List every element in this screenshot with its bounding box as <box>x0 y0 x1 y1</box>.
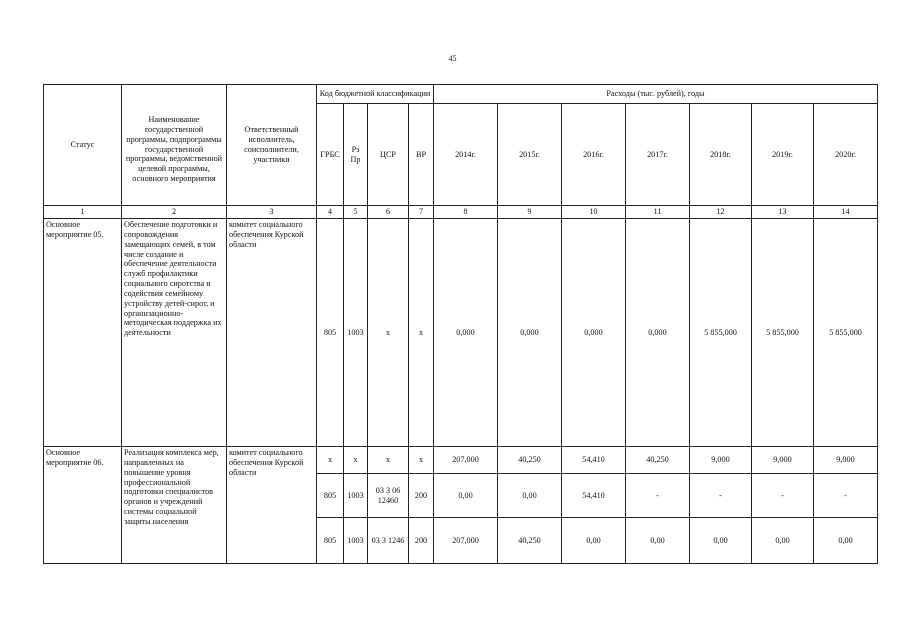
cell-value: 0,00 <box>690 518 752 564</box>
cell-value: 54,410 <box>562 474 626 518</box>
header-year: 2020г. <box>814 104 878 206</box>
column-number: 7 <box>409 206 434 219</box>
column-number: 10 <box>562 206 626 219</box>
cell-value: 40,250 <box>498 518 562 564</box>
cell-value: 9,000 <box>690 447 752 474</box>
column-number: 6 <box>368 206 409 219</box>
cell-value: 40,250 <box>626 447 690 474</box>
header-year: 2017г. <box>626 104 690 206</box>
cell-csr: 03 3 1246 <box>368 518 409 564</box>
cell-value: 0,00 <box>626 518 690 564</box>
row-executor: комитет социального обеспечения Курской области <box>227 447 317 564</box>
header-status: Статус <box>44 85 122 206</box>
cell-vr: х <box>409 447 434 474</box>
cell-value: 0,00 <box>434 474 498 518</box>
column-number: 2 <box>122 206 227 219</box>
cell-value: 9,000 <box>814 447 878 474</box>
cell-csr: 03 3 06 12460 <box>368 474 409 518</box>
cell-value: 0,00 <box>498 474 562 518</box>
cell-csr: х <box>368 219 409 447</box>
column-number: 8 <box>434 206 498 219</box>
cell-grbs: х <box>317 447 344 474</box>
cell-rzpr: х <box>344 447 368 474</box>
column-number: 5 <box>344 206 368 219</box>
cell-value: - <box>814 474 878 518</box>
cell-grbs: 805 <box>317 219 344 447</box>
column-number: 3 <box>227 206 317 219</box>
header-year: 2014г. <box>434 104 498 206</box>
cell-value: 207,000 <box>434 518 498 564</box>
header-name: Наименование государственной программы, подпрограммы государственной программы, ведомственной целевой программы, основного мероприятия <box>122 85 227 206</box>
header-budget-code: Код бюджетной классификации <box>317 85 434 104</box>
header-year: 2015г. <box>498 104 562 206</box>
row-name: Обеспечение подготовки и сопровождения замещающих семей, в том числе создание и обеспечение деятельности служб профилактики социального сиротства и содействия семейному устройству детей-сирот, и организационно-методическая поддержка их деятельности <box>122 219 227 447</box>
row-status: Основное мероприятие 06. <box>44 447 122 564</box>
cell-vr: 200 <box>409 518 434 564</box>
cell-value: 5 855,000 <box>814 219 878 447</box>
cell-grbs: 805 <box>317 518 344 564</box>
column-number: 13 <box>752 206 814 219</box>
cell-value: 0,00 <box>562 518 626 564</box>
row-name: Реализация комплекса мер, направленных на повышение уровня профессиональной подготовки специалистов органов и учреждений системы социальной защиты населения <box>122 447 227 564</box>
budget-table <box>43 84 878 564</box>
cell-csr: х <box>368 447 409 474</box>
header-csr: ЦСР <box>368 104 409 206</box>
header-year: 2018г. <box>690 104 752 206</box>
header-rzpr: Рз Пр <box>344 104 368 206</box>
table-row <box>44 447 878 474</box>
cell-value: 5 855,000 <box>752 219 814 447</box>
cell-vr: 200 <box>409 474 434 518</box>
cell-rzpr: 1003 <box>344 518 368 564</box>
column-number: 1 <box>44 206 122 219</box>
page-number: 45 <box>448 54 457 63</box>
cell-value: - <box>690 474 752 518</box>
cell-value: 9,000 <box>752 447 814 474</box>
header-grbs: ГРБС <box>317 104 344 206</box>
cell-value: 0,00 <box>752 518 814 564</box>
header-expenses: Расходы (тыс. рублей), годы <box>434 85 878 104</box>
cell-value: 0,00 <box>814 518 878 564</box>
cell-value: 207,000 <box>434 447 498 474</box>
cell-value: - <box>752 474 814 518</box>
column-number: 14 <box>814 206 878 219</box>
header-year: 2019г. <box>752 104 814 206</box>
column-number: 9 <box>498 206 562 219</box>
column-number-row <box>44 206 878 219</box>
cell-value: 0,000 <box>626 219 690 447</box>
column-number: 4 <box>317 206 344 219</box>
header-executor: Ответственный исполнитель, соисполнители, участники <box>227 85 317 206</box>
cell-grbs: 805 <box>317 474 344 518</box>
cell-value: 0,000 <box>498 219 562 447</box>
cell-value: - <box>626 474 690 518</box>
table-row <box>44 219 878 447</box>
header-row-1 <box>44 85 878 104</box>
column-number: 12 <box>690 206 752 219</box>
cell-rzpr: 1003 <box>344 474 368 518</box>
cell-value: 54,410 <box>562 447 626 474</box>
cell-value: 40,250 <box>498 447 562 474</box>
row-executor: комитет социального обеспечения Курской области <box>227 219 317 447</box>
cell-value: 5 855,000 <box>690 219 752 447</box>
cell-value: 0,000 <box>434 219 498 447</box>
header-year: 2016г. <box>562 104 626 206</box>
column-number: 11 <box>626 206 690 219</box>
row-status: Основное мероприятие 05. <box>44 219 122 447</box>
cell-vr: х <box>409 219 434 447</box>
header-vr: ВР <box>409 104 434 206</box>
cell-rzpr: 1003 <box>344 219 368 447</box>
cell-value: 0,000 <box>562 219 626 447</box>
